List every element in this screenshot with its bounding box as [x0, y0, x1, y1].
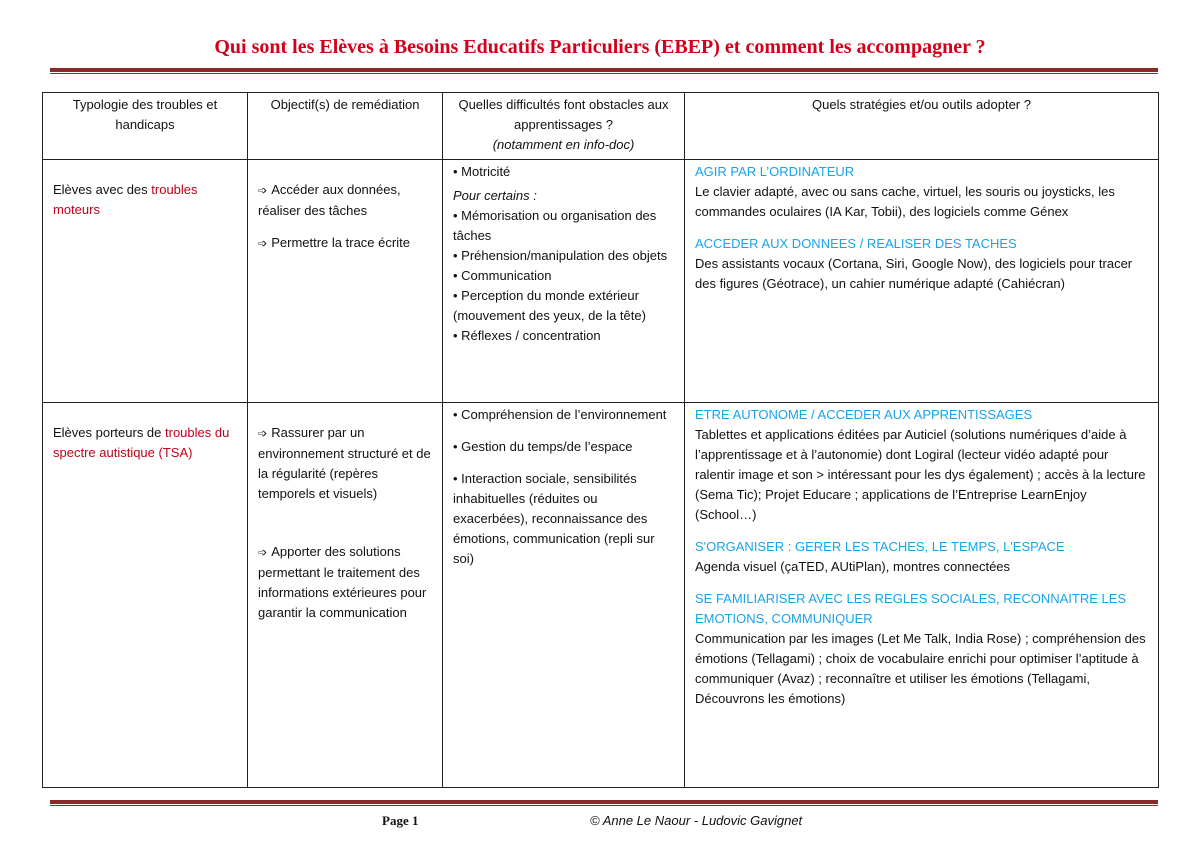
strategy-heading: SE FAMILIARISER AVEC LES REGLES SOCIALES, RECONNAITRE LES EMOTIONS, COMMUNIQUER [695, 591, 1127, 626]
row1-profile-prefix: Elèves avec des [53, 182, 152, 197]
row1-difficulties [443, 160, 685, 403]
header-difficulties-note: (notamment en info-doc) [492, 137, 635, 152]
row1-objectives [248, 160, 443, 403]
page-number: Page 1 [382, 813, 419, 828]
strategy-text: Agenda visuel (çaTED, AUtiPlan), montres connectées [695, 559, 1011, 574]
row2-difficulty: • Interaction sociale, sensibilités inhabituelles (réduites ou exacerbées), reconnaissance des émotions, communication (repli sur soi) [453, 469, 674, 569]
row2-profile [43, 403, 248, 788]
copyright: © Anne Le Naour - Ludovic Gavignet [590, 813, 803, 828]
header-difficulties [443, 93, 685, 160]
row2-profile-highlight: troubles du spectre autistique (TSA) [53, 425, 230, 460]
strategy-text: Communication par les images (Let Me Talk, India Rose) ; compréhension des émotions (Tellagami) ; choix de vocabulaire enrichi pour optimiser l’aptitude à communiquer (Avaz) ; reconnaître et utiliser les émotions (Tellagami, Découvrons les émotions) [695, 631, 1146, 706]
row1-difficulty: • Communication [453, 266, 674, 286]
row2-profile-prefix: Elèves porteurs de [53, 425, 166, 440]
table-header-row [43, 93, 1159, 160]
strategy-text: Tablettes et applications éditées par Auticiel (solutions numériques d’aide à l’apprentissage et à l’autonomie) dont Logiral (lecteur vidéo adapté pour ralentir image et son > intéressant pour les dys également) ; accès à la lecture (Sema Tic); Projet Educare ; applications de l’Entreprise LearnEnjoy (School…) [695, 427, 1146, 522]
footer-rule [50, 800, 1158, 804]
row1-difficulty: • Mémorisation ou organisation des tâches [453, 206, 674, 246]
row2-difficulty: • Gestion du temps/de l’espace [453, 437, 674, 457]
header-rule-thin [50, 73, 1158, 74]
page-title: Qui sont les Elèves à Besoins Educatifs Particuliers (EBEP) et comment les accompagner ? [214, 36, 986, 58]
row1-difficulty: • Réflexes / concentration [453, 326, 674, 346]
row1-objective: ➩ Permettre la trace écrite [258, 233, 432, 254]
table-row [43, 403, 1159, 788]
row2-difficulty: • Compréhension de l’environnement [453, 405, 674, 425]
strategy-heading: AGIR PAR L’ORDINATEUR [695, 164, 855, 179]
ebep-table [42, 92, 1159, 788]
row2-objectives [248, 403, 443, 788]
row1-difficulty: • Préhension/manipulation des objets [453, 246, 674, 266]
row1-profile [43, 160, 248, 403]
row1-difficulty-main: • Motricité [453, 162, 674, 182]
header-strategies: Quels stratégies et/ou outils adopter ? [685, 93, 1159, 160]
footer-rule-thin [50, 805, 1158, 806]
row1-difficulty-intro: Pour certains : [453, 188, 537, 203]
row2-objective: ➩ Rassurer par un environnement structuré et de la régularité (repères temporels et visuels) [258, 423, 432, 504]
header-rule [50, 68, 1158, 72]
strategy-heading: S'ORGANISER : GERER LES TACHES, LE TEMPS, L'ESPACE [695, 539, 1065, 554]
strategy-heading: ACCEDER AUX DONNEES / REALISER DES TACHES [695, 236, 1017, 251]
row2-objective: ➩ Apporter des solutions permettant le traitement des informations extérieures pour garantir la communication [258, 542, 432, 623]
row1-profile-highlight: troubles moteurs [53, 182, 198, 217]
row2-strategies [685, 403, 1159, 788]
header-objectives: Objectif(s) de remédiation [248, 93, 443, 160]
table-row [43, 160, 1159, 403]
header-difficulties-label: Quelles difficultés font obstacles aux apprentissages ? [458, 97, 669, 132]
row1-objective: ➩ Accéder aux données, réaliser des tâches [258, 180, 432, 221]
row1-difficulty: • Perception du monde extérieur (mouvement des yeux, de la tête) [453, 286, 674, 326]
header-typology: Typologie des troubles et handicaps [43, 93, 248, 160]
strategy-text: Le clavier adapté, avec ou sans cache, virtuel, les souris ou joysticks, les commandes oculaires (IA Kar, Tobii), des logiciels comme Génex [695, 184, 1115, 219]
strategy-heading: ETRE AUTONOME / ACCEDER AUX APPRENTISSAGES [695, 407, 1033, 422]
row2-difficulties [443, 403, 685, 788]
strategy-text: Des assistants vocaux (Cortana, Siri, Google Now), des logiciels pour tracer des figures (Géotrace), un cahier numérique adapté (Cahiécran) [695, 256, 1133, 291]
row1-strategies [685, 160, 1159, 403]
